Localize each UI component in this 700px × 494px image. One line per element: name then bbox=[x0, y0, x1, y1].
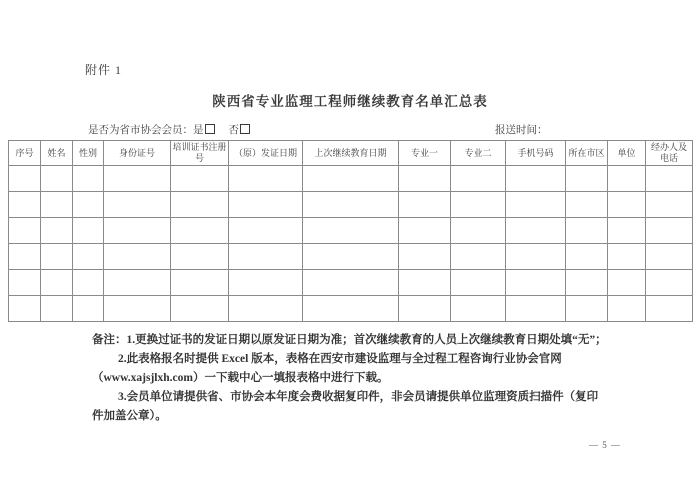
empty-cell bbox=[9, 218, 41, 244]
empty-cell bbox=[303, 296, 399, 322]
column-header-13: 经办人及电话 bbox=[646, 141, 693, 166]
yes-label: 是 bbox=[193, 125, 204, 136]
meta-row bbox=[0, 122, 700, 138]
empty-cell bbox=[171, 270, 229, 296]
page-title: 陕西省专业监理工程师继续教育名单汇总表 bbox=[212, 94, 488, 109]
empty-cell bbox=[229, 296, 303, 322]
empty-cell bbox=[303, 270, 399, 296]
empty-cell bbox=[104, 270, 171, 296]
empty-cell bbox=[646, 244, 693, 270]
empty-cell bbox=[646, 166, 693, 192]
note-line-1: 备注：1.更换过证书的发证日期以原发证日期为准；首次继续教育的人员上次继续教育日期处填“无”； bbox=[92, 334, 607, 346]
empty-cell bbox=[608, 270, 646, 296]
empty-cell bbox=[608, 192, 646, 218]
empty-cell bbox=[41, 270, 73, 296]
empty-cell bbox=[73, 192, 104, 218]
table-body bbox=[9, 166, 693, 322]
empty-cell bbox=[104, 296, 171, 322]
empty-cell bbox=[73, 296, 104, 322]
empty-cell bbox=[41, 244, 73, 270]
empty-cell bbox=[646, 296, 693, 322]
empty-cell bbox=[9, 166, 41, 192]
empty-cell bbox=[399, 296, 451, 322]
page-number: — 5 — bbox=[589, 440, 621, 450]
membership-question bbox=[88, 122, 250, 137]
empty-cell bbox=[566, 218, 608, 244]
empty-cell bbox=[566, 192, 608, 218]
empty-cell bbox=[104, 192, 171, 218]
empty-cell bbox=[41, 166, 73, 192]
empty-cell bbox=[171, 166, 229, 192]
summary-table bbox=[8, 140, 693, 322]
report-time-label: 报送时间： bbox=[495, 125, 548, 136]
table-row bbox=[9, 244, 693, 270]
empty-cell bbox=[229, 166, 303, 192]
empty-cell bbox=[104, 166, 171, 192]
empty-cell bbox=[171, 218, 229, 244]
empty-cell bbox=[104, 244, 171, 270]
note-line-3: （www.xajsjlxh.com）一下载中心一填报表格中进行下载。 bbox=[92, 372, 389, 384]
empty-cell bbox=[646, 218, 693, 244]
empty-cell bbox=[73, 244, 104, 270]
empty-cell bbox=[73, 166, 104, 192]
empty-cell bbox=[399, 244, 451, 270]
note-line-5: 件加盖公章）。 bbox=[92, 410, 167, 422]
empty-cell bbox=[229, 218, 303, 244]
table-row bbox=[9, 166, 693, 192]
empty-cell bbox=[506, 166, 566, 192]
empty-cell bbox=[451, 270, 506, 296]
empty-cell bbox=[229, 244, 303, 270]
empty-cell bbox=[646, 192, 693, 218]
empty-cell bbox=[9, 192, 41, 218]
empty-cell bbox=[9, 296, 41, 322]
empty-cell bbox=[566, 166, 608, 192]
empty-cell bbox=[506, 270, 566, 296]
column-header-10: 手机号码 bbox=[506, 141, 566, 166]
table-row bbox=[9, 192, 693, 218]
empty-cell bbox=[41, 192, 73, 218]
column-header-12: 单位 bbox=[608, 141, 646, 166]
empty-cell bbox=[229, 270, 303, 296]
empty-cell bbox=[104, 218, 171, 244]
empty-cell bbox=[506, 218, 566, 244]
empty-cell bbox=[303, 192, 399, 218]
column-header-7: 上次继续教育日期 bbox=[303, 141, 399, 166]
empty-cell bbox=[608, 218, 646, 244]
empty-cell bbox=[171, 192, 229, 218]
empty-cell bbox=[399, 166, 451, 192]
table-row bbox=[9, 270, 693, 296]
empty-cell bbox=[399, 192, 451, 218]
empty-cell bbox=[303, 166, 399, 192]
column-header-1: 序号 bbox=[9, 141, 41, 166]
empty-cell bbox=[303, 244, 399, 270]
empty-cell bbox=[171, 244, 229, 270]
column-header-2: 姓名 bbox=[41, 141, 73, 166]
empty-cell bbox=[608, 166, 646, 192]
table-row bbox=[9, 218, 693, 244]
empty-cell bbox=[171, 296, 229, 322]
column-header-11: 所在市区 bbox=[566, 141, 608, 166]
empty-cell bbox=[566, 244, 608, 270]
empty-cell bbox=[608, 296, 646, 322]
empty-cell bbox=[646, 270, 693, 296]
column-header-6: （原）发证日期 bbox=[229, 141, 303, 166]
column-header-4: 身份证号 bbox=[104, 141, 171, 166]
column-header-5: 培训证书注册号 bbox=[171, 141, 229, 166]
table-header-row bbox=[9, 141, 693, 166]
empty-cell bbox=[399, 218, 451, 244]
empty-cell bbox=[506, 192, 566, 218]
empty-cell bbox=[451, 296, 506, 322]
table-row bbox=[9, 296, 693, 322]
notes-section bbox=[92, 331, 620, 426]
empty-cell bbox=[73, 218, 104, 244]
membership-question-label: 是否为省市协会会员： bbox=[88, 125, 193, 136]
empty-cell bbox=[506, 296, 566, 322]
yes-checkbox[interactable] bbox=[205, 124, 215, 134]
empty-cell bbox=[9, 270, 41, 296]
column-header-3: 性别 bbox=[73, 141, 104, 166]
empty-cell bbox=[451, 244, 506, 270]
empty-cell bbox=[451, 218, 506, 244]
no-label: 否 bbox=[228, 125, 239, 136]
table-header bbox=[9, 141, 693, 166]
empty-cell bbox=[506, 244, 566, 270]
empty-cell bbox=[566, 270, 608, 296]
empty-cell bbox=[608, 244, 646, 270]
empty-cell bbox=[73, 270, 104, 296]
note-line-2: 2.此表格报名时提供 Excel 版本，表格在西安市建设监理与全过程工程咨询行业协会官网 bbox=[118, 353, 562, 365]
empty-cell bbox=[399, 270, 451, 296]
empty-cell bbox=[229, 192, 303, 218]
empty-cell bbox=[41, 296, 73, 322]
empty-cell bbox=[303, 218, 399, 244]
empty-cell bbox=[9, 244, 41, 270]
column-header-8: 专业一 bbox=[399, 141, 451, 166]
empty-cell bbox=[451, 192, 506, 218]
empty-cell bbox=[41, 218, 73, 244]
no-checkbox[interactable] bbox=[240, 124, 250, 134]
attachment-label: 附件 1 bbox=[85, 63, 123, 77]
empty-cell bbox=[566, 296, 608, 322]
column-header-9: 专业二 bbox=[451, 141, 506, 166]
empty-cell bbox=[451, 166, 506, 192]
note-line-4: 3.会员单位请提供省、市协会本年度会费收据复印件，非会员请提供单位监理资质扫描件（复印 bbox=[118, 391, 599, 403]
